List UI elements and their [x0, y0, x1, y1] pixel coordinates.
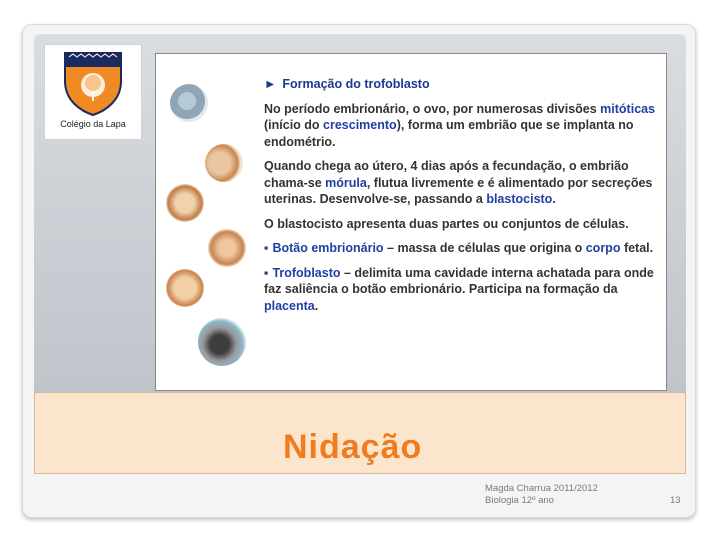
p5-text2: . [314, 298, 319, 313]
paragraph-trofoblasto [264, 265, 659, 315]
eight-cell-image [208, 229, 246, 267]
heading-text: Formação do trofoblasto [282, 77, 430, 91]
four-cell-image [166, 184, 204, 222]
p2-text1: Quando chega ao útero, 4 dias após a fecundação, o embrião chama-se [264, 159, 629, 190]
p4-highlight1: Botão embrionário [272, 241, 384, 255]
p2-highlight1: mórula [325, 175, 367, 190]
p1-highlight2: crescimento [323, 118, 397, 132]
logo-caption: Colégio da Lapa [60, 119, 126, 129]
content-text [264, 76, 659, 322]
p2-text2: , flutua livremente e é alimentado por secreções uterinas. Desenvolve-se, passando a [264, 175, 653, 206]
p1-text1: No período embrionário, o ovo, por numerosas divisões [264, 101, 601, 116]
school-logo [44, 44, 142, 140]
footer-author [485, 483, 598, 507]
content-image [155, 53, 667, 391]
p4-text2: fetal. [620, 241, 654, 255]
p1-highlight1: mitóticas [600, 101, 656, 116]
two-cell-image [205, 144, 243, 182]
page-number: 13 [670, 495, 681, 506]
square-bullet-icon: ▪ [264, 265, 269, 280]
morula-image [166, 269, 204, 307]
crest-icon [63, 51, 123, 117]
footer-line2: Biologia 12º ano [485, 495, 554, 506]
p1-text2: (início do [264, 118, 324, 132]
paragraph-blastocisto: O blastocisto apresenta duas partes ou conjuntos de células. [264, 216, 629, 231]
square-bullet-icon: ▪ [264, 241, 269, 255]
p5-highlight2: placenta [264, 298, 315, 313]
p4-highlight2: corpo [585, 241, 621, 255]
ovo-cell-image [170, 84, 208, 122]
p2-text3: . [552, 192, 556, 206]
p5-text1: – delimita uma cavidade interna achatada para onde faz saliência o botão embrionário. Participa na formação da [264, 265, 654, 296]
paragraph-morula [264, 158, 659, 208]
p2-highlight2: blastocisto [486, 192, 553, 206]
blastocyst-image [198, 318, 246, 366]
content-heading [264, 76, 659, 93]
footer-line1: Magda Charrua 2011/2012 [485, 483, 598, 494]
p4-text1: – massa de células que origina o [383, 241, 586, 255]
p5-highlight1: Trofoblasto [272, 265, 341, 280]
arrow-bullet-icon: ► [264, 77, 277, 91]
p1-text3: ), forma um embrião que se implanta no endométrio. [264, 118, 634, 149]
paragraph-botao [264, 240, 659, 257]
paragraph-divisoes [264, 101, 659, 151]
slide-title: Nidação [283, 428, 423, 466]
